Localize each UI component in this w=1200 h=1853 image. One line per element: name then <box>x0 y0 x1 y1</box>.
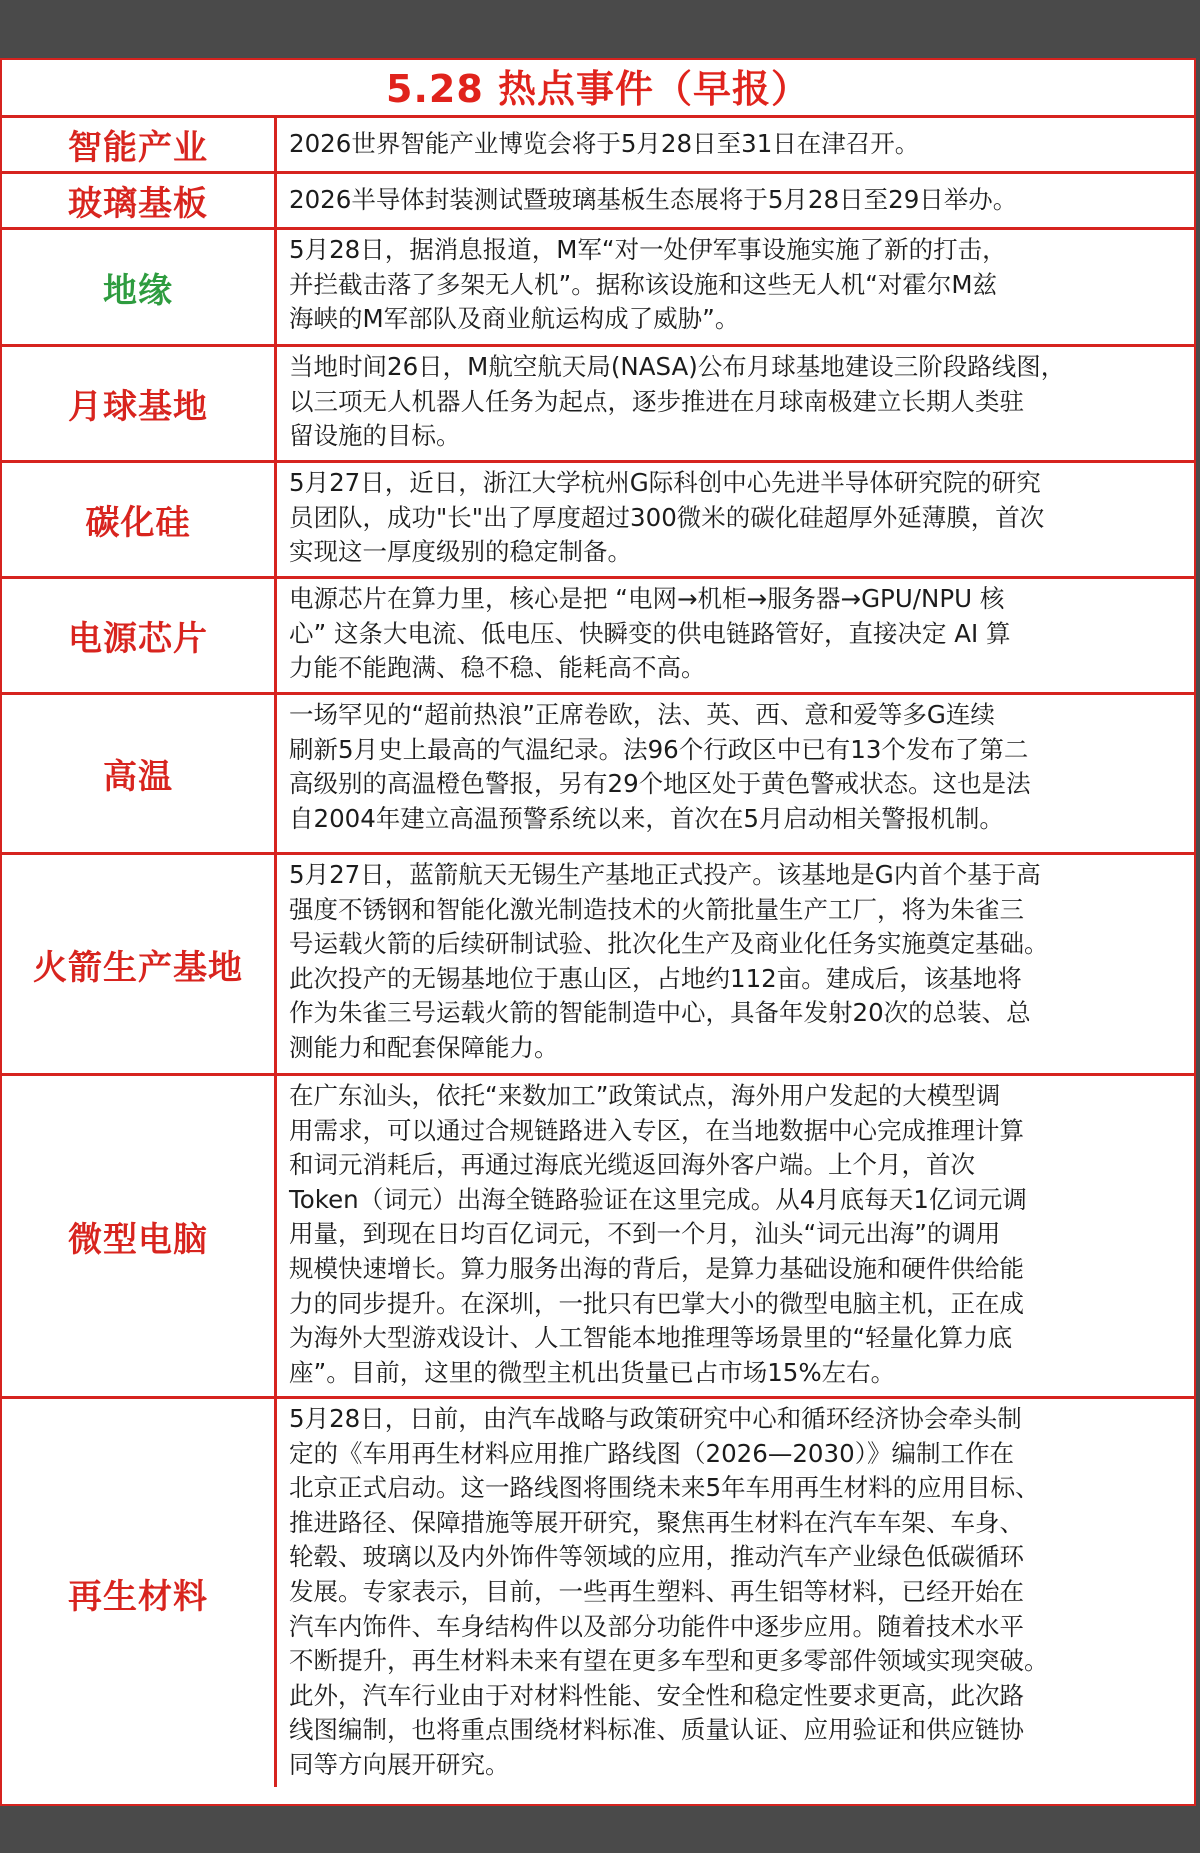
table-row-rocket-base <box>2 855 1194 1076</box>
table-row-micro-pc <box>2 1076 1194 1399</box>
row-content: 电源芯片在算力里，核心是把 “电网→机柜→服务器→GPU/NPU 核 心” 这条大电流、低电压、快瞬变的供电链路管好，直接决定 AI 算 力能不能跑满、稳不稳、能耗高不高。 <box>289 584 1011 683</box>
table-row-glass-substrate <box>2 174 1194 230</box>
row-label: 再生材料 <box>2 1399 277 1787</box>
row-label: 玻璃基板 <box>2 174 277 227</box>
table-row-smart-industry <box>2 118 1194 174</box>
row-content: 5月27日，蓝箭航天无锡生产基地正式投产。该基地是G内首个基于高 强度不锈钢和智能化激光制造技术的火箭批量生产工厂，将为朱雀三 号运载火箭的后续研制试验、批次化生产及商业化任务实施奠定基础。 此次投产的无锡基地位于惠山区，占地约112亩。建成后，该基地将 作为朱雀三号运载火箭的智能制造中心，具备年发射20次的总装、总 测能力和配套保障能力。 <box>289 860 1049 1062</box>
table-row-moon-base <box>2 347 1194 463</box>
row-label: 微型电脑 <box>2 1076 277 1396</box>
row-content: 当地时间26日，M航空航天局(NASA)公布月球基地建设三阶段路线图， 以三项无人机器人任务为起点，逐步推进在月球南极建立长期人类驻 留设施的目标。 <box>289 352 1066 451</box>
table-row-heatwave <box>2 695 1194 855</box>
row-content: 5月28日，据消息报道，M军“对一处伊军事设施实施了新的打击， 并拦截击落了多架无人机”。据称该设施和这些无人机“对霍尔M兹 海峡的M军部队及商业航运构成了威胁”。 <box>289 235 1007 334</box>
row-label: 火箭生产基地 <box>2 855 277 1073</box>
page-title: 5.28 热点事件（早报） <box>2 60 1194 118</box>
row-content: 2026半导体封装测试暨玻璃基板生态展将于5月28日至29日举办。 <box>289 185 1018 215</box>
table-row-silicon-carbide <box>2 463 1194 579</box>
news-sheet <box>0 58 1196 1806</box>
row-label: 地缘 <box>2 230 277 344</box>
row-content: 5月28日，日前，由汽车战略与政策研究中心和循环经济协会牵头制 定的《车用再生材料应用推广路线图（2026—2030）》编制工作在 北京正式启动。这一路线图将围绕未来5年车用再生材料的应用目标、 推进路径、保障措施等展开研究，聚焦再生材料在汽车车架、车身、 轮毂、玻璃以及内外饰件等领域的应用，推动汽车产业绿色低碳循环 发展。专家表示，目前，一些再生塑料、再生铝等材料，已经开始在 汽车内饰件、车身结构件以及部分功能件中逐步应用。随着技术水平 不断提升，再生材料未来有望在更多车型和更多零部件领域实现突破。 此外，汽车行业由于对材料性能、安全性和稳定性要求更高，此次路 线图编制，也将重点围绕材料标准、质量认证、应用验证和供应链协 同等方向展开研究。 <box>289 1404 1049 1779</box>
row-content: 一场罕见的“超前热浪”正席卷欧，法、英、西、意和爱等多G连续 刷新5月史上最高的气温纪录。法96个行政区中已有13个发布了第二 高级别的高温橙色警报，另有29个地区处于黄色警戒状态。这也是法 自2004年建立高温预警系统以来，首次在5月启动相关警报机制。 <box>289 700 1031 833</box>
news-table <box>2 118 1194 1787</box>
row-label: 电源芯片 <box>2 579 277 692</box>
row-label: 智能产业 <box>2 118 277 171</box>
row-content: 在广东汕头，依托“来数加工”政策试点，海外用户发起的大模型调 用需求，可以通过合规链路进入专区，在当地数据中心完成推理计算 和词元消耗后，再通过海底光缆返回海外客户端。上个月，首次 Token（词元）出海全链路验证在这里完成。从4月底每天1亿词元调 用量，到现在日均百亿词元，不到一个月，汕头“词元出海”的调用 规模快速增长。算力服务出海的背后，是算力基础设施和硬件供给能 力的同步提升。在深圳，一批只有巴掌大小的微型电脑主机，正在成 为海外大型游戏设计、人工智能本地推理等场景里的“轻量化算力底 座”。目前，这里的微型主机出货量已占市场15%左右。 <box>289 1081 1027 1387</box>
row-label: 碳化硅 <box>2 463 277 576</box>
table-row-recycled-materials <box>2 1399 1194 1787</box>
row-content: 2026世界智能产业博览会将于5月28日至31日在津召开。 <box>289 129 920 159</box>
table-row-power-chip <box>2 579 1194 695</box>
row-content: 5月27日，近日，浙江大学杭州G际科创中心先进半导体研究院的研究 员团队，成功"长"出了厚度超过300微米的碳化硅超厚外延薄膜，首次 实现这一厚度级别的稳定制备。 <box>289 468 1045 567</box>
row-label: 高温 <box>2 695 277 852</box>
table-row-geopolitics <box>2 230 1194 347</box>
row-label: 月球基地 <box>2 347 277 460</box>
